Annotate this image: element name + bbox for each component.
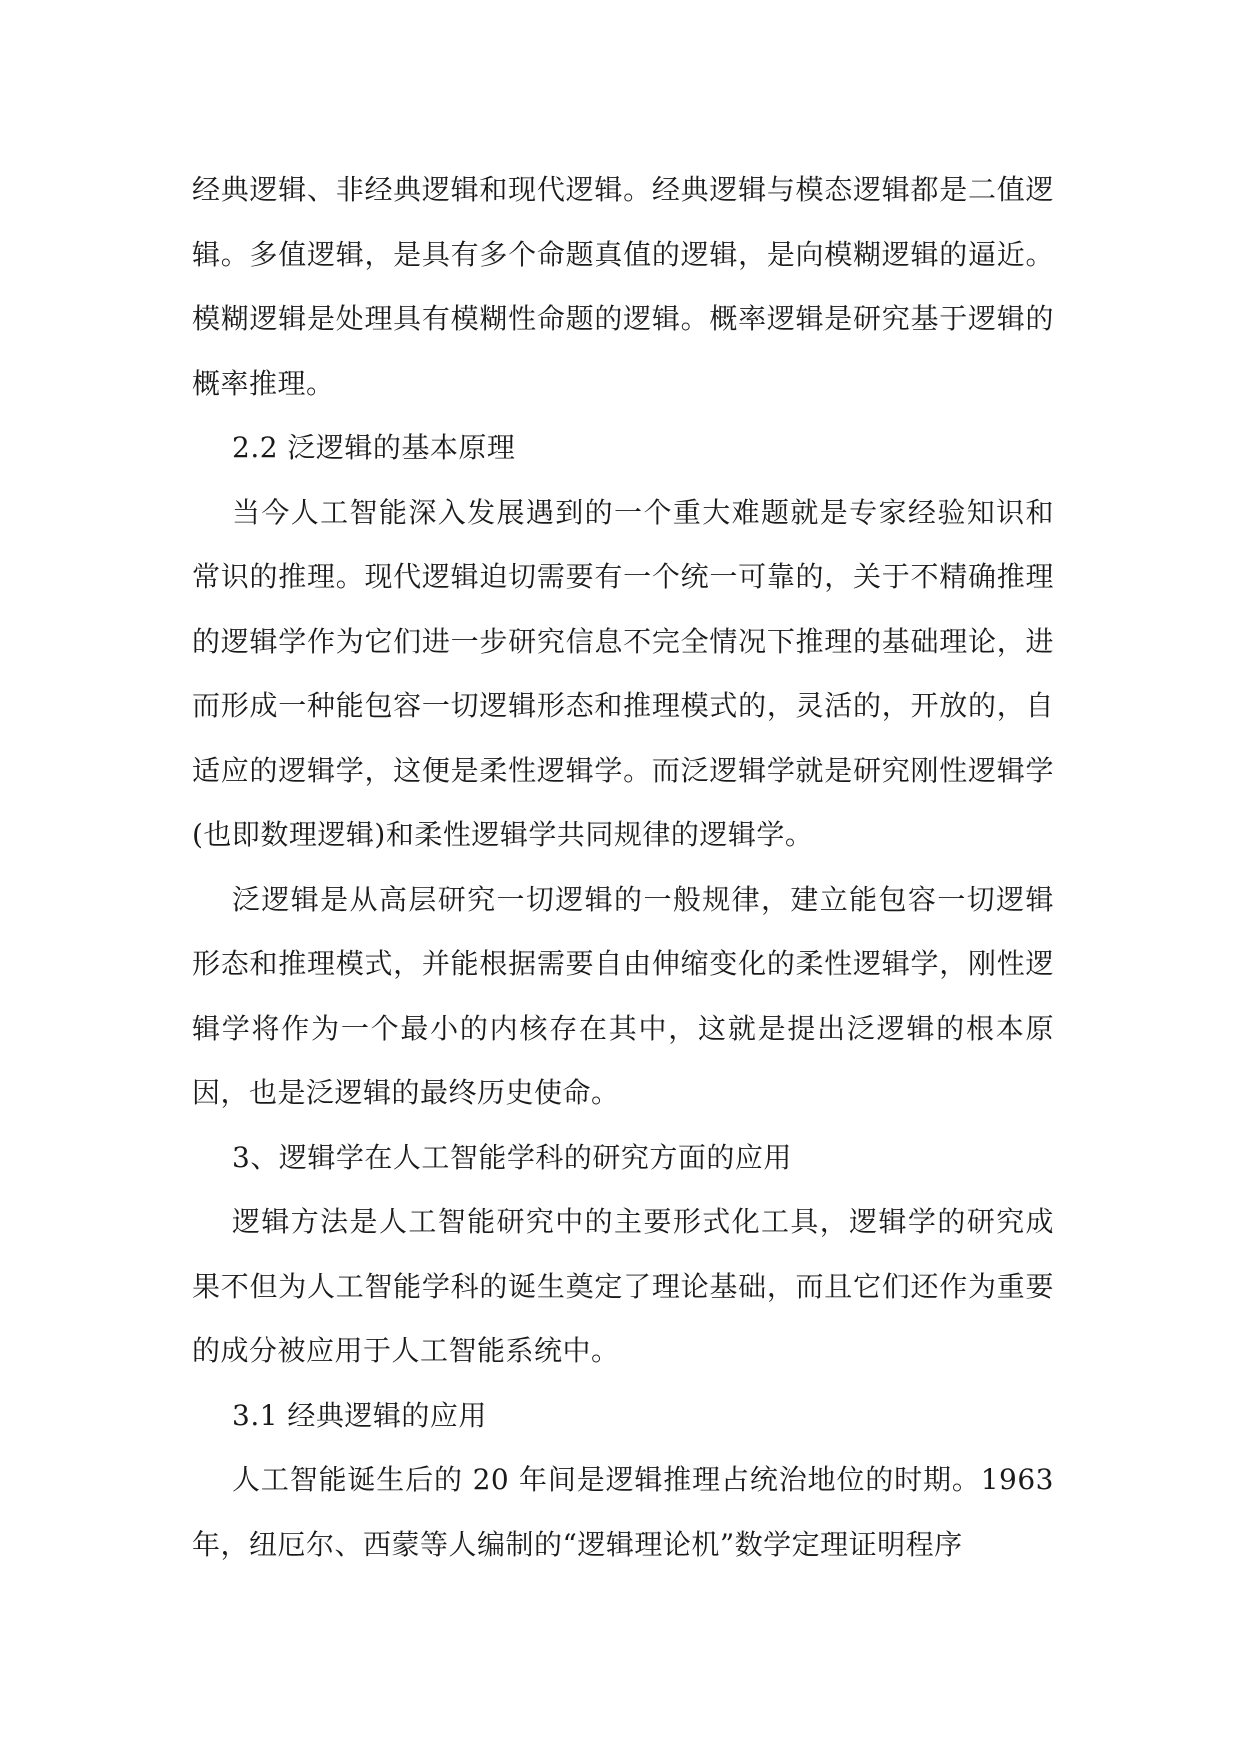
section-heading-3: 3、逻辑学在人工智能学科的研究方面的应用: [232, 1140, 792, 1174]
paragraph-flexible-logic: 当今人工智能深入发展遇到的一个重大难题就是专家经验知识和常识的推理。现代逻辑迫切需要有一个统一可靠的，关于不精确推理的逻辑学作为它们进一步研究信息不完全情况下推理的基础理论，进而形成一种能包容一切逻辑形态和推理模式的，灵活的，开放的，自适应的逻辑学，这便是柔性逻辑学。而泛逻辑学就是研究刚性逻辑学(也即数理逻辑)和柔性逻辑学共同规律的逻辑学。: [192, 495, 1054, 851]
section-heading-2-2: 2.2 泛逻辑的基本原理: [232, 431, 516, 464]
paragraph-universal-logic: 泛逻辑是从高层研究一切逻辑的一般规律，建立能包容一切逻辑形态和推理模式，并能根据需要自由伸缩变化的柔性逻辑学，刚性逻辑学将作为一个最小的内核存在其中，这就是提出泛逻辑的根本原因，也是泛逻辑的最终历史使命。: [192, 882, 1054, 1109]
paragraph-logic-methods: 逻辑方法是人工智能研究中的主要形式化工具，逻辑学的研究成果不但为人工智能学科的诞生奠定了理论基础，而且它们还作为重要的成分被应用于人工智能系统中。: [192, 1205, 1054, 1367]
paragraph-classical-logic-application: 人工智能诞生后的 20 年间是逻辑推理占统治地位的时期。1963 年，纽厄尔、西蒙等人编制的“逻辑理论机”数学定理证明程序: [192, 1463, 1054, 1561]
section-heading-3-1: 3.1 经典逻辑的应用: [232, 1398, 487, 1432]
document-body: [192, 158, 1054, 1577]
paragraph-logic-categories: 经典逻辑、非经典逻辑和现代逻辑。经典逻辑与模态逻辑都是二值逻辑。多值逻辑，是具有多个命题真值的逻辑，是向模糊逻辑的逼近。模糊逻辑是处理具有模糊性命题的逻辑。概率逻辑是研究基于逻辑的概率推理。: [192, 173, 1054, 400]
